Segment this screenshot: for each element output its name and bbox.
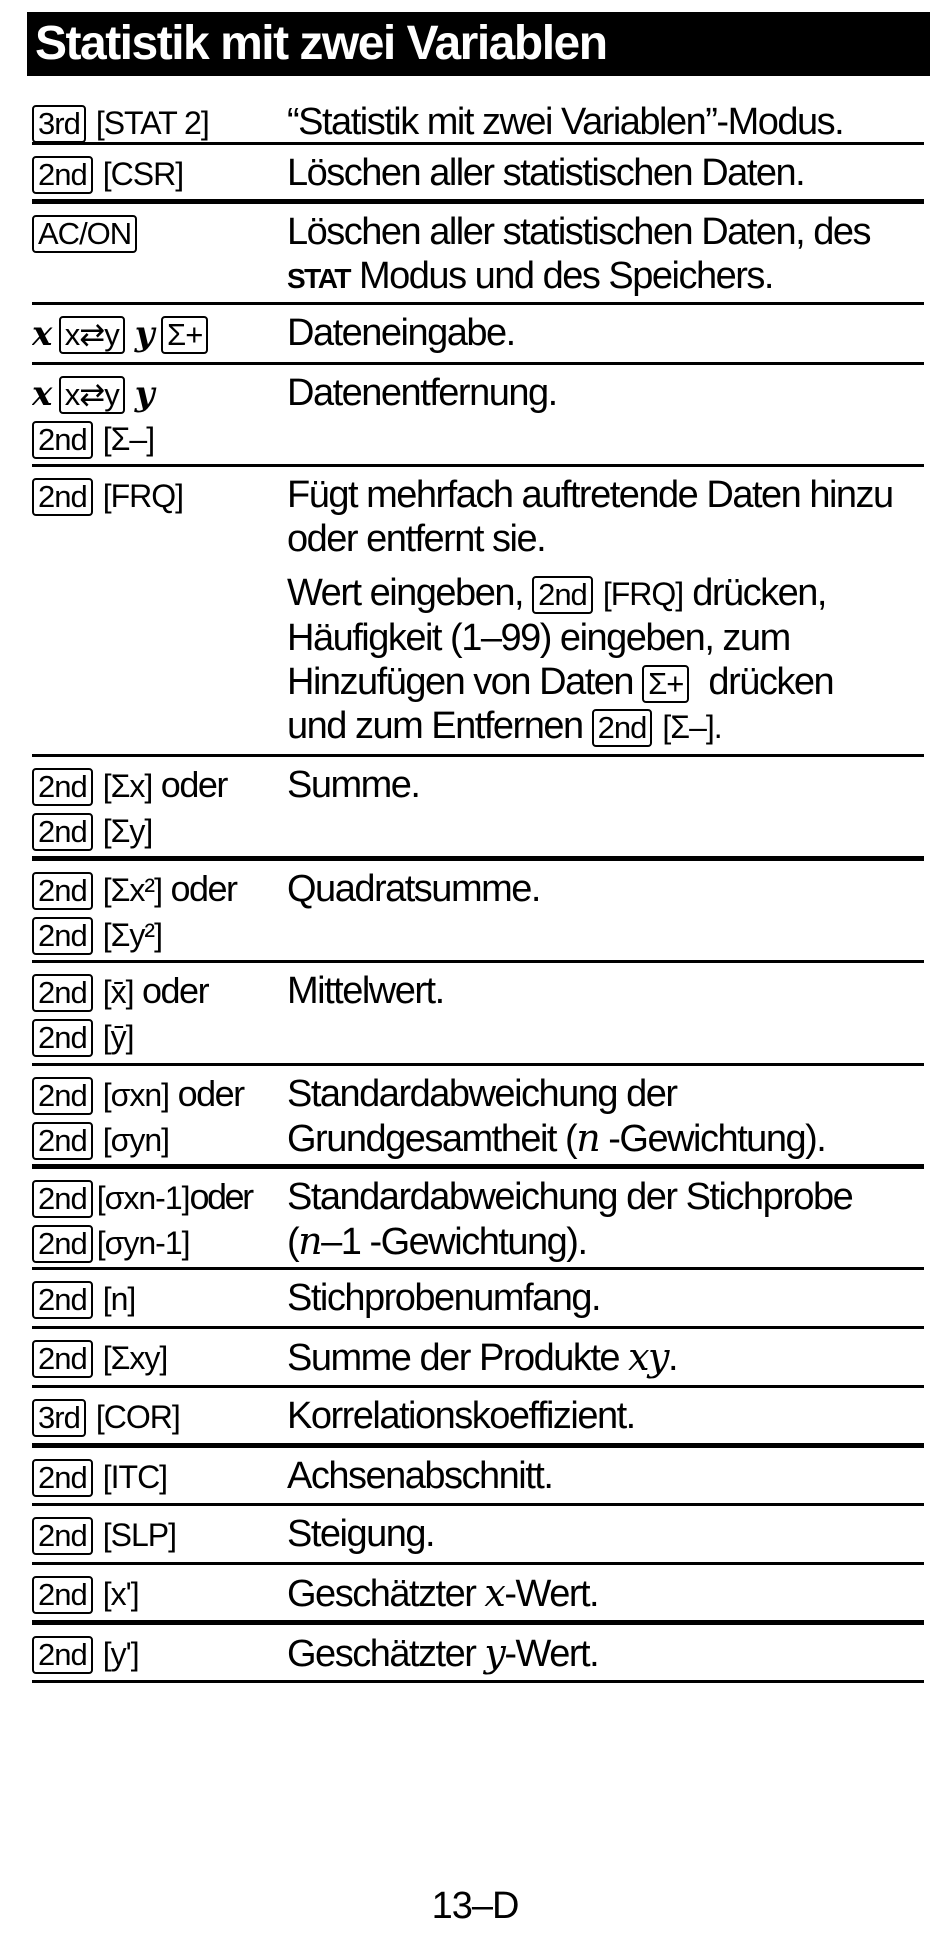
description: Quadratsumme.	[287, 868, 540, 910]
secondary-function: [ITC]	[102, 1459, 168, 1495]
or-label: oder	[161, 868, 237, 909]
variable-n: n	[576, 1116, 600, 1160]
table-row	[32, 94, 924, 145]
key-sequence	[32, 311, 287, 362]
description: Summe der Produkte xy.	[287, 1335, 678, 1379]
variable-n: n	[298, 1219, 322, 1263]
calculator-key: 2nd	[32, 1225, 93, 1263]
variable-y: y	[484, 1631, 505, 1675]
description: Geschätzter y-Wert.	[287, 1631, 599, 1675]
calculator-key: 2nd	[32, 1517, 93, 1555]
description: Löschen aller statistischen Daten.	[287, 152, 805, 194]
secondary-function: [FRQ]	[602, 576, 684, 612]
secondary-function: [SLP]	[102, 1517, 176, 1553]
table-row	[32, 757, 924, 861]
variable-y: y	[134, 314, 154, 354]
description: Standardabweichung der Stichprobe (n–1 -Gewichtung).	[287, 1176, 853, 1263]
description: Korrelationskoeffizient.	[287, 1395, 635, 1437]
table-row	[32, 365, 924, 467]
calculator-key: 2nd	[32, 1019, 93, 1057]
secondary-function: [ȳ]	[102, 1019, 134, 1055]
table-row	[32, 1066, 924, 1169]
table-row	[32, 1565, 924, 1625]
key-sequence	[32, 1175, 287, 1267]
secondary-function: [σyn-1]	[96, 1225, 190, 1261]
calculator-key: 2nd	[32, 974, 93, 1012]
key-sequence	[32, 1571, 287, 1620]
key-sequence	[32, 1072, 287, 1164]
secondary-function: [CSR]	[102, 156, 184, 192]
description: Löschen aller statistischen Daten, des STAT Modus und des Speichers.	[287, 211, 871, 297]
table-row	[32, 1388, 924, 1448]
table-row	[32, 145, 924, 204]
description: Dateneingabe.	[287, 312, 515, 354]
key-sequence	[32, 1276, 287, 1326]
calculator-key: 2nd	[32, 917, 93, 955]
secondary-function: [Σx²]	[102, 872, 162, 908]
secondary-function: [Σy²]	[102, 917, 162, 953]
calculator-key: 3rd	[32, 1399, 86, 1437]
table-row	[32, 861, 924, 963]
variable-xy: xy	[628, 1335, 669, 1379]
table-row	[32, 1625, 924, 1683]
calculator-key: 2nd	[32, 1180, 93, 1218]
key-sequence	[32, 1631, 287, 1680]
or-label: oder	[169, 1073, 244, 1114]
page-number: 13–D	[431, 1885, 519, 1927]
calculator-key: 2nd	[32, 421, 93, 459]
table-row	[32, 1448, 924, 1506]
secondary-function: [x̄]	[102, 974, 134, 1010]
secondary-function: [Σxy]	[102, 1340, 168, 1376]
key-sequence	[32, 1454, 287, 1503]
description: Datenentfernung.	[287, 372, 557, 414]
calculator-key: x⇄y	[59, 316, 125, 354]
calculator-key: 2nd	[32, 1077, 93, 1115]
table-row	[32, 1506, 924, 1565]
secondary-function: [σxn]	[102, 1077, 170, 1113]
description: Summe.	[287, 764, 420, 806]
key-sequence	[32, 1394, 287, 1443]
secondary-function: [x']	[102, 1576, 139, 1612]
or-label: oder	[133, 970, 209, 1011]
secondary-function: [Σ–].	[662, 709, 722, 745]
variable-x: x	[484, 1571, 505, 1615]
calculator-key: AC/ON	[32, 215, 137, 253]
table-row	[32, 963, 924, 1066]
page-title: Statistik mit zwei Variablen	[27, 12, 930, 76]
table-row	[32, 467, 924, 757]
calculator-key: Σ+	[161, 316, 208, 354]
table-row	[32, 1329, 924, 1388]
calculator-key: 2nd	[592, 709, 653, 747]
or-label: oder	[189, 1176, 252, 1217]
calculator-key: 2nd	[32, 768, 93, 806]
calculator-key: 2nd	[32, 872, 93, 910]
calculator-key: 2nd	[32, 1459, 93, 1497]
table-row	[32, 1169, 924, 1270]
description: Mittelwert.	[287, 970, 444, 1012]
secondary-function: [y']	[102, 1636, 139, 1672]
key-sequence	[32, 763, 287, 856]
secondary-function: [Σx]	[102, 768, 153, 804]
or-label: oder	[152, 764, 227, 805]
secondary-function: [σyn]	[102, 1122, 170, 1158]
secondary-function: [COR]	[95, 1399, 180, 1435]
calculator-key: 2nd	[32, 1340, 93, 1378]
description: Achsenabschnitt.	[287, 1455, 553, 1497]
secondary-function: [STAT 2]	[95, 105, 209, 141]
calculator-key: 2nd	[32, 1281, 93, 1319]
description: “Statistik mit zwei Variablen”-Modus.	[287, 101, 844, 143]
stat-label: STAT	[287, 263, 350, 294]
description: Standardabweichung der Grundgesamtheit (n -Gewichtung).	[287, 1073, 826, 1160]
key-sequence	[32, 100, 287, 142]
frequency-instructions: Wert eingeben, 2nd [FRQ] drücken, Häufigkeit (1–99) eingeben, zum Hinzufügen von Daten Σ+ drücken und zum Entfernen 2nd [Σ–].	[287, 572, 834, 747]
table-row	[32, 305, 924, 365]
variable-x: x	[32, 374, 51, 414]
description: Fügt mehrfach auftretende Daten hinzu oder entfernt sie. Wert eingeben, 2nd [FRQ] drücken, Häufigkeit (1–99) eingeben, zum Hinzufügen von Daten Σ+ drücken und zum Entfernen 2nd [Σ–].	[287, 473, 924, 754]
key-sequence	[32, 1512, 287, 1562]
calculator-key: Σ+	[642, 665, 689, 703]
calculator-key: 2nd	[32, 1636, 93, 1674]
description: Steigung.	[287, 1513, 435, 1555]
key-reference-table	[32, 94, 924, 1683]
key-sequence	[32, 371, 287, 464]
calculator-key: 2nd	[32, 1122, 93, 1160]
key-sequence	[32, 473, 287, 754]
key-sequence	[32, 867, 287, 960]
table-row	[32, 1270, 924, 1329]
calculator-key: 2nd	[32, 478, 93, 516]
secondary-function: [Σy]	[102, 813, 153, 849]
description: Stichprobenumfang.	[287, 1277, 601, 1319]
secondary-function: [Σ–]	[102, 421, 155, 457]
key-sequence	[32, 969, 287, 1063]
secondary-function: [n]	[102, 1281, 136, 1317]
key-sequence	[32, 1335, 287, 1385]
secondary-function: [σxn-1]	[96, 1180, 190, 1216]
variable-y: y	[134, 374, 154, 414]
calculator-key: 2nd	[32, 1576, 93, 1614]
secondary-function: [FRQ]	[102, 478, 184, 514]
variable-x: x	[32, 314, 51, 354]
key-sequence	[32, 151, 287, 199]
calculator-key: x⇄y	[59, 376, 125, 414]
description: Geschätzter x-Wert.	[287, 1571, 599, 1615]
table-row	[32, 204, 924, 305]
calculator-key: 2nd	[32, 156, 93, 194]
calculator-key: 2nd	[532, 576, 593, 614]
calculator-key: 2nd	[32, 813, 93, 851]
calculator-key: 3rd	[32, 105, 86, 142]
key-sequence	[32, 210, 287, 302]
